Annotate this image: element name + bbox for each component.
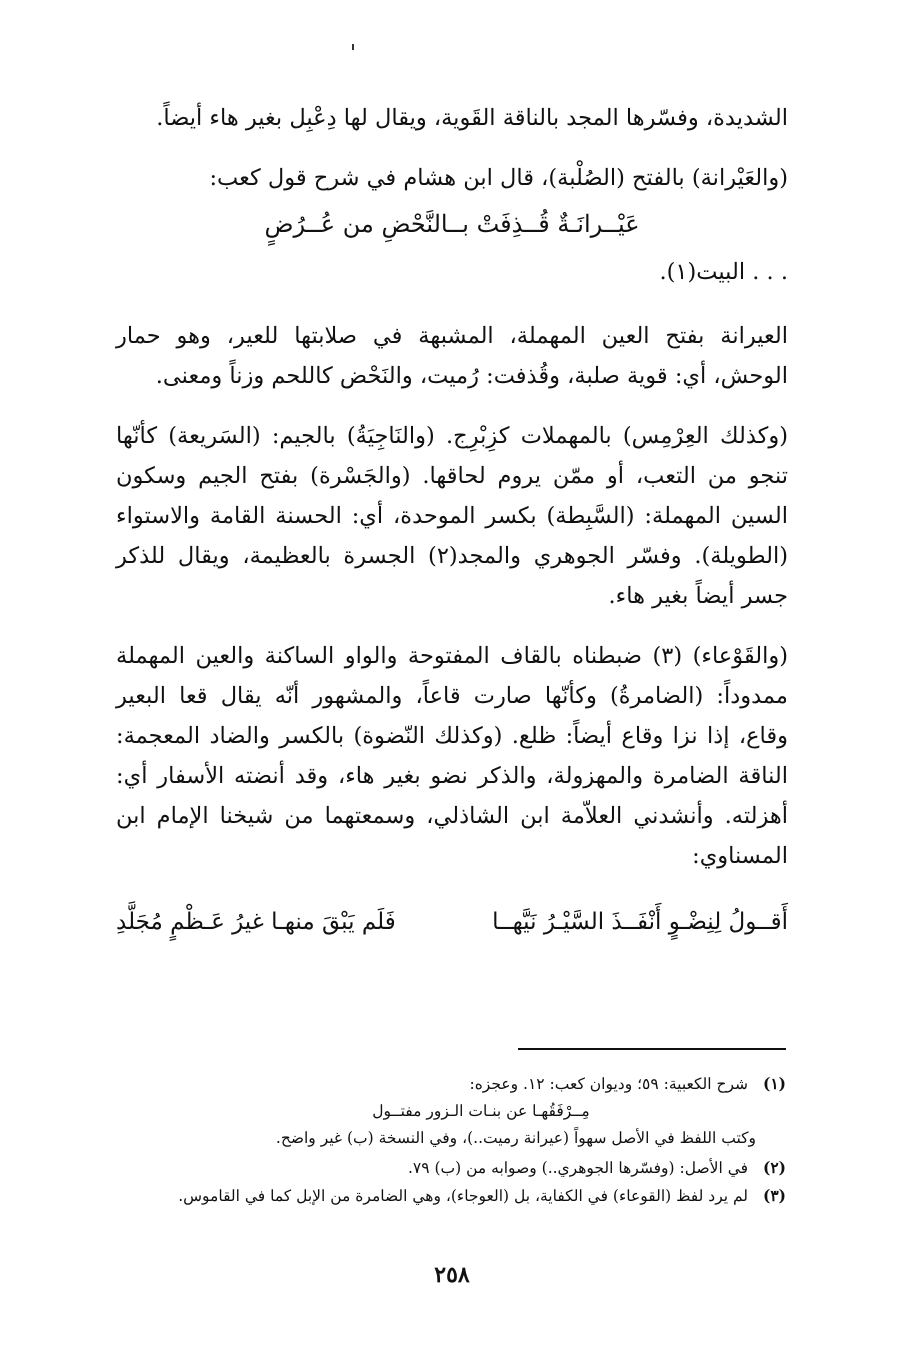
verse-reference: . . . البيت(١). — [659, 259, 788, 285]
verse-second-hemistich: فَلَم يَبْقَ منهـا غيرُ عَـظْمٍ مُجَلَّدِ — [116, 909, 396, 935]
footnote-3-text: لم يرد لفظ (القوعاء) في الكفاية، بل (العوجاء)، وهي الضامرة من الإبل كما في القاموس. — [178, 1187, 749, 1205]
footnotes — [96, 1070, 786, 1210]
footnote-2 — [96, 1154, 786, 1182]
paragraph-1: الشديدة، وفسّرها المجد بالناقة القَوية، ويقال لها دِعْبِل بغير هاء أيضاً. — [156, 105, 788, 131]
paragraph-5: (والقَوْعاء) (٣) ضبطناه بالقاف المفتوحة والواو الساكنة والعين المهملة ممدوداً: (الضامرةُ) وكأنّها صارت قاعاً، والمشهور أنّه يقال قعا البعير وقاع، إذا نزا وقاع أيضاً: ظلع. (وكذلك النّضوة) بالكسر والضاد المعجمة: الناقة الضامرة والمهزولة، والذكر نضو بغير هاء، وقد أنضته الأسفار أي: أهزلته. وأنشدني العلاّمة ابن الشاذلي، وسمعتهما من شيخنا الإمام ابن المسناوي: — [116, 643, 788, 869]
page-number: ٢٥٨ — [434, 1262, 470, 1288]
footnote-2-text: في الأصل: (وفسّرها الجوهري..) وصوابه من (ب) ٧٩. — [407, 1159, 749, 1177]
verse-first-hemistich: أَقــولُ لِنِضْـوٍ أَنْفَــذَ السَّيْـرُ نَيَّهــا — [492, 909, 788, 935]
footnote-1-number: (١) — [762, 1074, 786, 1093]
top-speck — [352, 44, 354, 50]
verse-kaab: عَيْــرانَـةٌ قُــذِفَتْ بــالنَّحْضِ من عُــرُضٍ — [264, 210, 640, 238]
main-text — [116, 98, 788, 942]
footnote-1-note: وكتب اللفظ في الأصل سهواً (عيرانة رميت..)، وفي النسخة (ب) غير واضح. — [275, 1129, 756, 1147]
verse-couplet — [116, 902, 788, 942]
paragraph-3: العيرانة بفتح العين المهملة، المشبهة في صلابتها للعير، وهو حمار الوحش، أي: قوية صلبة، وقُذفت: رُميت، والنَحْض كاللحم وزناً ومعنى. — [116, 323, 788, 389]
footnote-3 — [96, 1182, 786, 1210]
footnote-2-number: (٢) — [762, 1158, 786, 1177]
footnote-1 — [96, 1070, 786, 1098]
paragraph-4: (وكذلك العِرْمِس) بالمهملات كزِبْرِج. (والنَاجِيَةُ) بالجيم: (السَريعة) كأنّها تنجو من التعب، أو ممّن يروم لحاقها. (والجَسْرة) بفتح الجيم وسكون السين المهملة: (السَّبِطة) بكسر الموحدة، أي: الحسنة القامة والاستواء (الطويلة). وفسّر الجوهري والمجد(٢) الجسرة بالعظيمة، ويقال للذكر جسر أيضاً بغير هاء. — [116, 423, 788, 609]
footnote-3-number: (٣) — [762, 1186, 786, 1205]
footnote-separator — [518, 1048, 786, 1050]
footnote-1-text: شرح الكعبية: ٥٩؛ وديوان كعب: ١٢. وعجزه: — [469, 1075, 749, 1093]
footnote-1-verse: مِــرْفَقُهـا عن بنـات الـزور مفتــول — [372, 1102, 590, 1120]
paragraph-2: (والعَيْرانة) بالفتح (الصُلْبة)، قال ابن هشام في شرح قول كعب: — [209, 165, 788, 191]
